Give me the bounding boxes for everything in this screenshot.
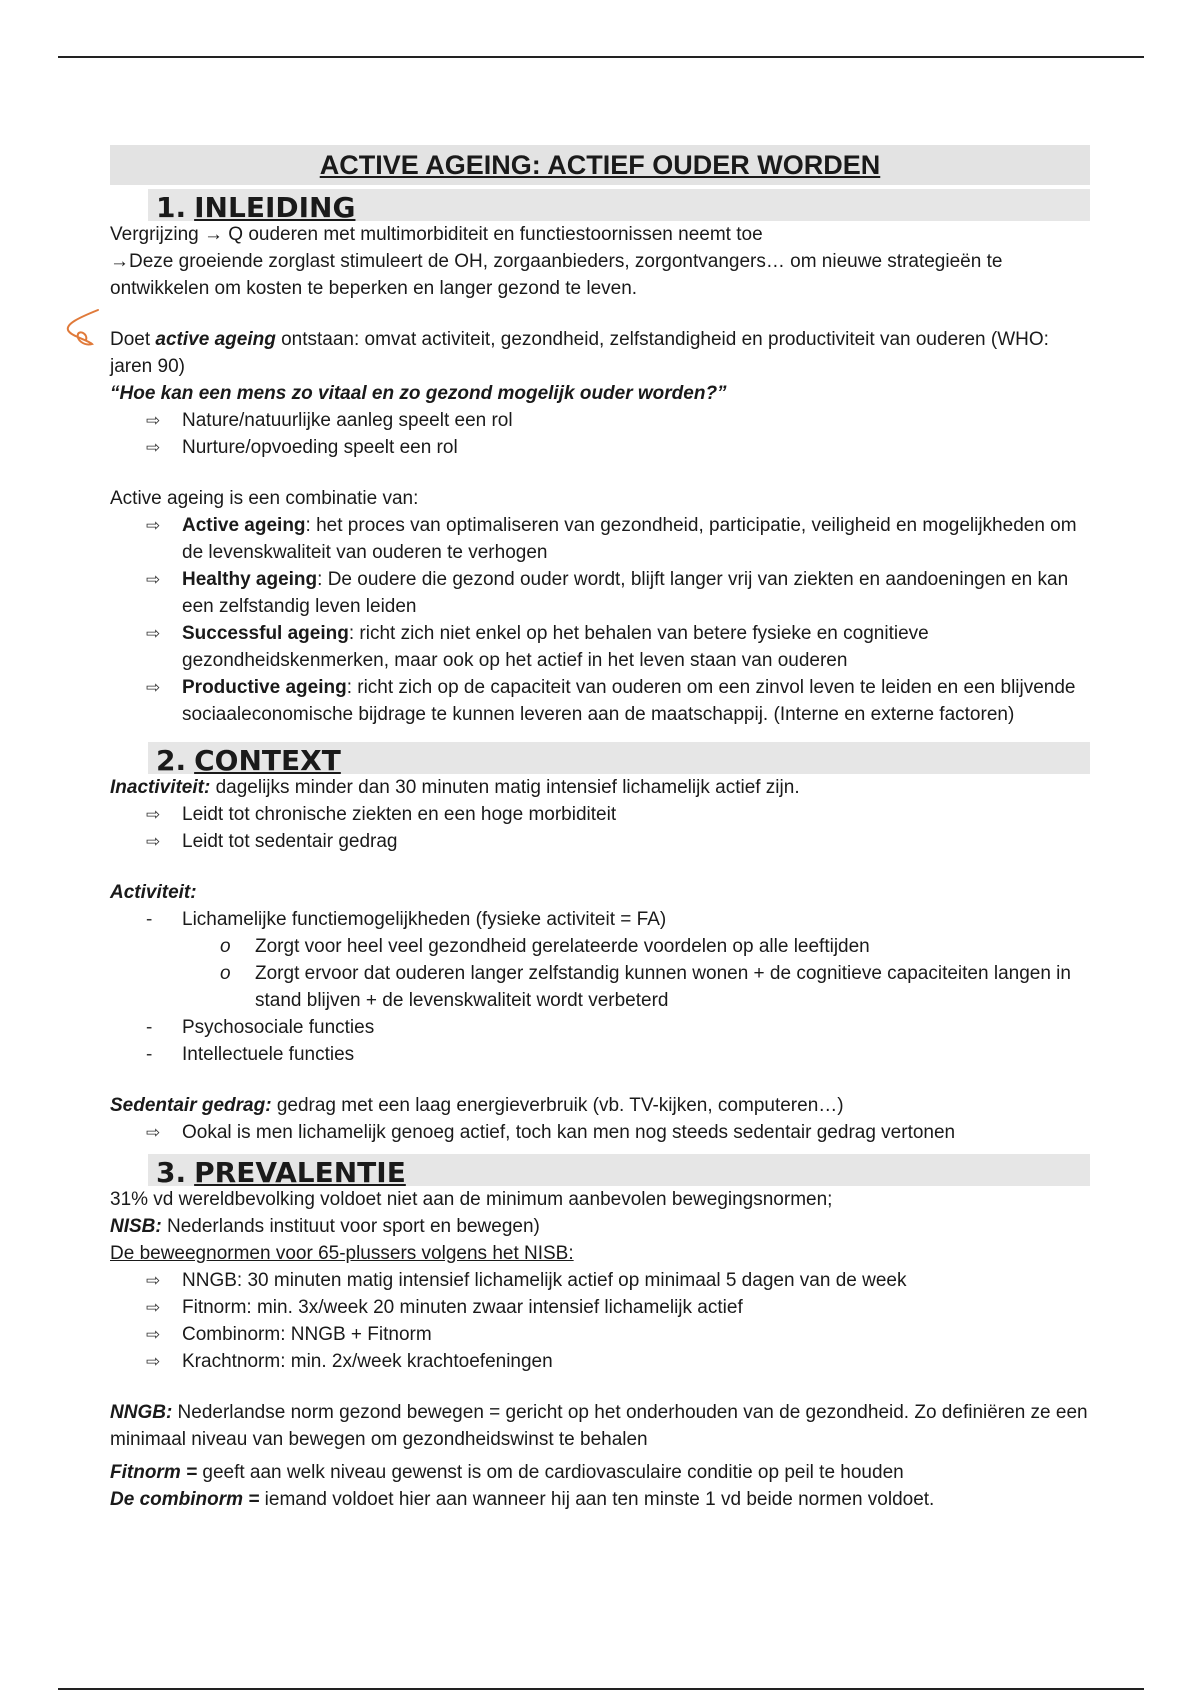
section-number: 1. xyxy=(156,191,187,224)
list-item: ⇨ Productive ageing: richt zich op de capaciteit van ouderen om een zinvol leven te leiden en een blijvende sociaaleconomische bijdrage te kunnen leveren aan de maatschappij. (Interne en externe factoren) xyxy=(110,674,1090,728)
arrow-icon: ⇨ xyxy=(146,832,161,851)
paragraph: NNGB: Nederlandse norm gezond bewegen = gericht op het onderhouden van de gezondheid. Zo definiëren ze een minimaal niveau van bewegen om gezondheidswinst te behalen xyxy=(110,1402,1088,1450)
term: Fitnorm = xyxy=(110,1462,198,1483)
list-item: ⇨ Nurture/opvoeding speelt een rol xyxy=(110,434,1090,461)
list-item: ⇨ Ookal is men lichamelijk genoeg actief, toch kan men nog steeds sedentair gedrag vertonen xyxy=(110,1119,1090,1146)
subheading: De beweegnormen voor 65-plussers volgens het NISB: xyxy=(110,1243,574,1264)
list-item: - Intellectuele functies xyxy=(110,1041,1090,1068)
paragraph: Doet active ageing ontstaan: omvat activiteit, gezondheid, zelfstandigheid en productiviteit van ouderen (WHO: jaren 90) xyxy=(110,329,1049,377)
term: Inactiviteit: xyxy=(110,777,211,798)
list-item: o Zorgt voor heel veel gezondheid gerelateerde voordelen op alle leeftijden xyxy=(110,933,1090,960)
list-item: ⇨ Combinorm: NNGB + Fitnorm xyxy=(110,1321,1090,1348)
paragraph: Sedentair gedrag: gedrag met een laag energieverbruik (vb. TV-kijken, computeren…) xyxy=(110,1095,844,1116)
section-title: CONTEXT xyxy=(194,744,341,777)
list-item: - Psychosociale functies xyxy=(110,1014,1090,1041)
bullet-list xyxy=(110,1267,1090,1375)
bullet-list xyxy=(110,1119,1090,1146)
list-item: ⇨ Healthy ageing: De oudere die gezond ouder wordt, blijft langer vrij van ziekten en aandoeningen en kan een zelfstandig leven leiden xyxy=(110,566,1090,620)
arrow-icon: ⇨ xyxy=(146,678,161,697)
dash-icon: - xyxy=(146,1044,153,1065)
arrow-icon: ⇨ xyxy=(146,1352,161,1371)
term: Successful ageing xyxy=(182,623,349,644)
bullet-list xyxy=(110,512,1090,728)
bullet-list xyxy=(110,801,1090,855)
circle-bullet-icon: o xyxy=(220,963,231,984)
term: Active ageing xyxy=(182,515,306,536)
dash-list xyxy=(110,906,1090,933)
list-item: - Lichamelijke functiemogelijkheden (fysieke activiteit = FA) xyxy=(110,906,1090,933)
list-item: ⇨ Leidt tot chronische ziekten en een hoge morbiditeit xyxy=(110,801,1090,828)
arrow-icon: ⇨ xyxy=(146,438,161,457)
term: active ageing xyxy=(155,329,276,350)
list-item: ⇨ Nature/natuurlijke aanleg speelt een rol xyxy=(110,407,1090,434)
arrow-icon: ⇨ xyxy=(146,1325,161,1344)
term: De combinorm = xyxy=(110,1489,260,1510)
paragraph: Vergrijzing → Q ouderen met multimorbiditeit en functiestoornissen neemt toe xyxy=(110,224,763,245)
section-number: 3. xyxy=(156,1156,187,1189)
paragraph: Inactiviteit: dagelijks minder dan 30 minuten matig intensief lichamelijk actief zijn. xyxy=(110,777,800,798)
list-item: ⇨ Active ageing: het proces van optimaliseren van gezondheid, participatie, veiligheid en mogelijkheden om de levenskwaliteit van ouderen te verhogen xyxy=(110,512,1090,566)
bullet-list xyxy=(110,407,1090,461)
section-heading-prevalentie xyxy=(148,1154,1090,1189)
section-heading-inleiding xyxy=(148,189,1090,224)
paragraph: →Deze groeiende zorglast stimuleert de OH, zorgaanbieders, zorgontvangers… om nieuwe strategieën te ontwikkelen om kosten te beperken en langer gezond te leven. xyxy=(110,251,1003,299)
list-item: ⇨ Leidt tot sedentair gedrag xyxy=(110,828,1090,855)
circle-bullet-icon: o xyxy=(220,936,231,957)
arrow-icon: ⇨ xyxy=(146,516,161,535)
quote: “Hoe kan een mens zo vitaal en zo gezond mogelijk ouder worden?” xyxy=(110,383,727,404)
paragraph: Fitnorm = geeft aan welk niveau gewenst is om de cardiovasculaire conditie op peil te houden xyxy=(110,1462,904,1483)
paragraph: Active ageing is een combinatie van: xyxy=(110,488,419,509)
dash-icon: - xyxy=(146,909,153,930)
section-number: 2. xyxy=(156,744,187,777)
list-item: o Zorgt ervoor dat ouderen langer zelfstandig kunnen wonen + de cognitieve capaciteiten langen in stand blijven + de levenskwaliteit wordt verbeterd xyxy=(110,960,1090,1014)
term: Healthy ageing xyxy=(182,569,318,590)
arrow-icon: ⇨ xyxy=(146,805,161,824)
list-item: ⇨ Krachtnorm: min. 2x/week krachtoefeningen xyxy=(110,1348,1090,1375)
paragraph: De combinorm = iemand voldoet hier aan wanneer hij aan ten minste 1 vd beide normen voldoet. xyxy=(110,1489,935,1510)
arrow-icon: ⇨ xyxy=(146,1123,161,1142)
top-rule xyxy=(58,56,1144,58)
term: Activiteit: xyxy=(110,882,197,903)
term: Productive ageing xyxy=(182,677,347,698)
pen-doodle-icon xyxy=(58,300,118,360)
section-heading-context xyxy=(148,742,1090,777)
arrow-icon: ⇨ xyxy=(146,1271,161,1290)
term: NISB: xyxy=(110,1216,162,1237)
dash-icon: - xyxy=(146,1017,153,1038)
term: NNGB: xyxy=(110,1402,173,1423)
section-title: PREVALENTIE xyxy=(194,1156,406,1189)
list-item: ⇨ NNGB: 30 minuten matig intensief lichamelijk actief op minimaal 5 dagen van de week xyxy=(110,1267,1090,1294)
document-title: ACTIVE AGEING: ACTIEF OUDER WORDEN xyxy=(110,145,1090,185)
dash-list xyxy=(110,1014,1090,1068)
paragraph: NISB: Nederlands instituut voor sport en bewegen) xyxy=(110,1216,540,1237)
arrow-icon: ⇨ xyxy=(146,570,161,589)
arrow-icon: ⇨ xyxy=(146,624,161,643)
arrow-icon: ⇨ xyxy=(146,1298,161,1317)
arrow-icon: ⇨ xyxy=(146,411,161,430)
list-item: ⇨ Successful ageing: richt zich niet enkel op het behalen van betere fysieke en cognitieve gezondheidskenmerken, maar ook op het actief in het leven staan van ouderen xyxy=(110,620,1090,674)
paragraph: 31% vd wereldbevolking voldoet niet aan de minimum aanbevolen bewegingsnormen; xyxy=(110,1189,833,1210)
sub-list xyxy=(110,933,1090,1014)
document-body xyxy=(110,145,1090,1513)
section-title: INLEIDING xyxy=(194,191,356,224)
term: Sedentair gedrag: xyxy=(110,1095,272,1116)
bottom-rule xyxy=(58,1688,1144,1690)
list-item: ⇨ Fitnorm: min. 3x/week 20 minuten zwaar intensief lichamelijk actief xyxy=(110,1294,1090,1321)
